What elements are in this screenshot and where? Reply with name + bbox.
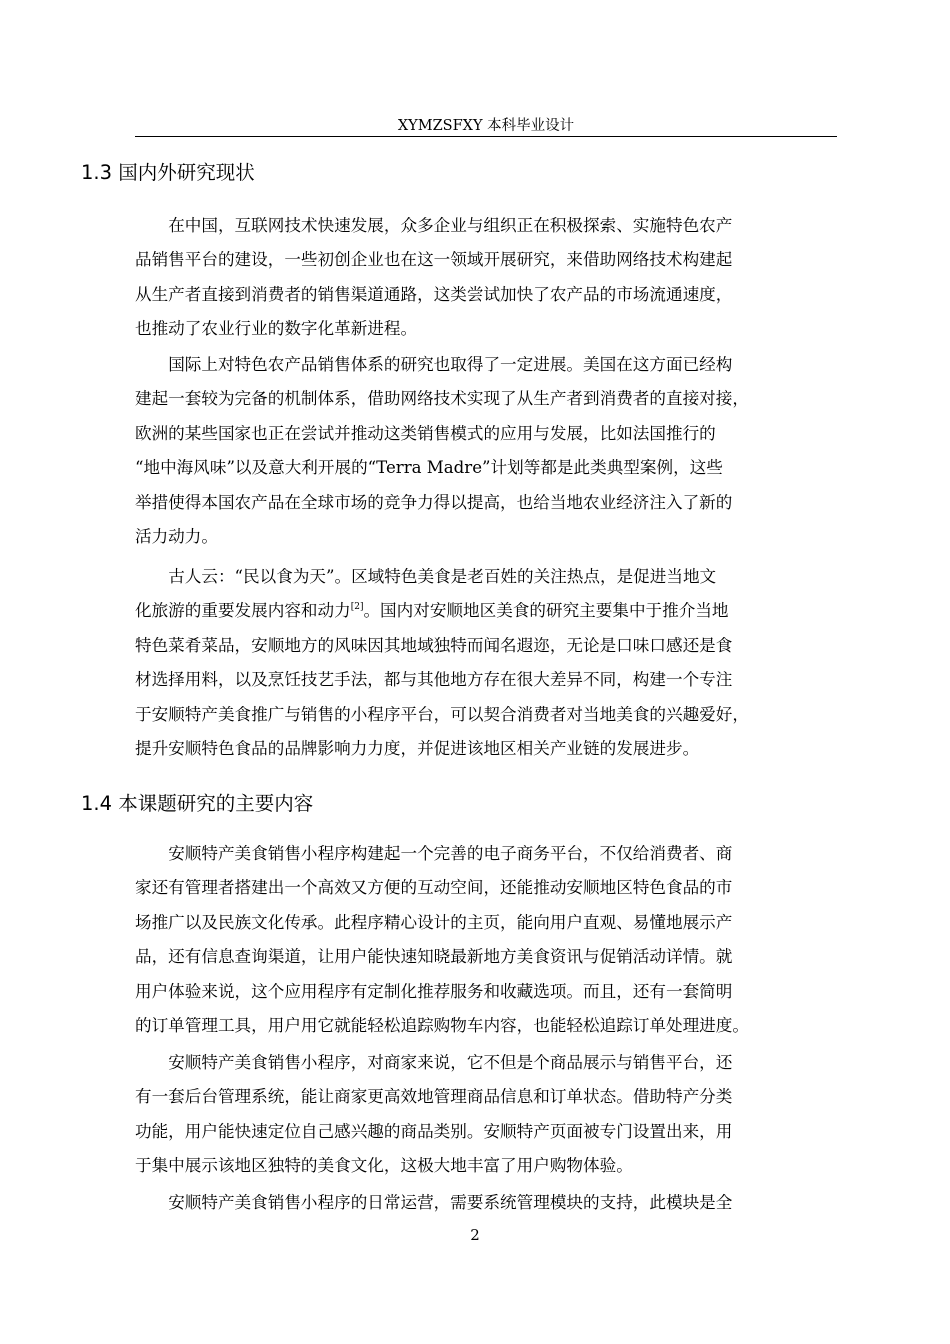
paragraph-1-4-2 — [135, 1046, 837, 1184]
paragraph-line: 品，还有信息查询渠道，让用户能快速知晓最新地方美食资讯与促销活动详情。就 — [135, 947, 733, 967]
paragraph-line: 活力动力。 — [135, 526, 218, 546]
paragraph-line: 安顺特产美食销售小程序构建起一个完善的电子商务平台，不仅给消费者、商 — [168, 844, 733, 863]
text-fragment: 。国内对安顺地区美食的研究主要集中于推介当地 — [363, 601, 729, 621]
paragraph-line: 提升安顺特色食品的品牌影响力力度，并促进该地区相关产业链的发展进步。 — [135, 738, 700, 758]
paragraph-line: 用户体验来说，这个应用程序有定制化推荐服务和收藏选项。而且，还有一套简明 — [135, 981, 733, 1001]
paragraph-line: 从生产者直接到消费者的销售渠道通路，这类尝试加快了农产品的市场流通速度， — [135, 284, 733, 304]
paragraph-line: 建起一套较为完备的机制体系，借助网络技术实现了从生产者到消费者的直接对接， — [135, 389, 749, 409]
paragraph-line: 的订单管理工具，用户用它就能轻松追踪购物车内容，也能轻松追踪订单处理进度。 — [135, 1015, 749, 1035]
page-number: 2 — [470, 1226, 480, 1244]
paragraph-line: 品销售平台的建设，一些初创企业也在这一领域开展研究，来借助网络技术构建起 — [135, 250, 733, 270]
paragraph-line: 功能，用户能快速定位自己感兴趣的商品类别。安顺特产页面被专门设置出来，用 — [135, 1121, 733, 1141]
paragraph-line: 材选择用料，以及烹饪技艺手法，都与其他地方存在很大差异不同，构建一个专注 — [135, 670, 733, 690]
paragraph-line: 于安顺特产美食推广与销售的小程序平台，可以契合消费者对当地美食的兴趣爱好， — [135, 704, 749, 724]
paragraph-line: 安顺特产美食销售小程序的日常运营，需要系统管理模块的支持，此模块是全 — [168, 1193, 733, 1212]
paragraph-line: 国际上对特色农产品销售体系的研究也取得了一定进展。美国在这方面已经构 — [168, 355, 733, 374]
text-fragment: 化旅游的重要发展内容和动力 — [135, 601, 351, 621]
paragraph-line: 有一套后台管理系统，能让商家更高效地管理商品信息和订单状态。借助特产分类 — [135, 1087, 733, 1107]
page-header: XYMZSFXY 本科毕业设计 — [397, 118, 575, 134]
paragraph-line: 欧洲的某些国家也正在尝试并推动这类销售模式的应用与发展，比如法国推行的 — [135, 423, 716, 443]
paragraph-line — [135, 594, 837, 628]
paragraph-1-3-3 — [135, 560, 837, 766]
paragraph-1-3-1 — [135, 209, 837, 347]
paragraph-line: 古人云：“民以食为天”。区域特色美食是老百姓的关注热点，是促进当地文 — [168, 567, 717, 586]
paragraph-line: “地中海风味”以及意大利开展的“Terra Madre”计划等都是此类典型案例，这些 — [135, 458, 723, 478]
paragraph-line: 特色菜肴菜品，安顺地方的风味因其地域独特而闻名遐迩，无论是口味口感还是食 — [135, 635, 733, 655]
paragraph-1-4-3 — [135, 1186, 837, 1220]
paragraph-line: 在中国，互联网技术快速发展，众多企业与组织正在积极探索、实施特色农产 — [168, 216, 733, 235]
paragraph-line: 于集中展示该地区独特的美食文化，这极大地丰富了用户购物体验。 — [135, 1156, 633, 1176]
paragraph-line: 场推广以及民族文化传承。此程序精心设计的主页，能向用户直观、易懂地展示产 — [135, 912, 733, 932]
section-heading-1-3: 1.3 国内外研究现状 — [81, 161, 255, 184]
paragraph-line: 举措使得本国农产品在全球市场的竞争力得以提高，也给当地农业经济注入了新的 — [135, 492, 733, 512]
section-heading-1-4: 1.4 本课题研究的主要内容 — [81, 792, 314, 815]
paragraph-line: 家还有管理者搭建出一个高效又方便的互动空间，还能推动安顺地区特色食品的市 — [135, 878, 733, 898]
header-rule — [135, 136, 837, 137]
paragraph-line: 安顺特产美食销售小程序，对商家来说，它不但是个商品展示与销售平台，还 — [168, 1053, 733, 1072]
paragraph-1-3-2 — [135, 348, 837, 554]
citation-ref: [2] — [350, 602, 364, 613]
paragraph-1-4-1 — [135, 837, 837, 1043]
paragraph-line: 也推动了农业行业的数字化革新进程。 — [135, 319, 418, 339]
